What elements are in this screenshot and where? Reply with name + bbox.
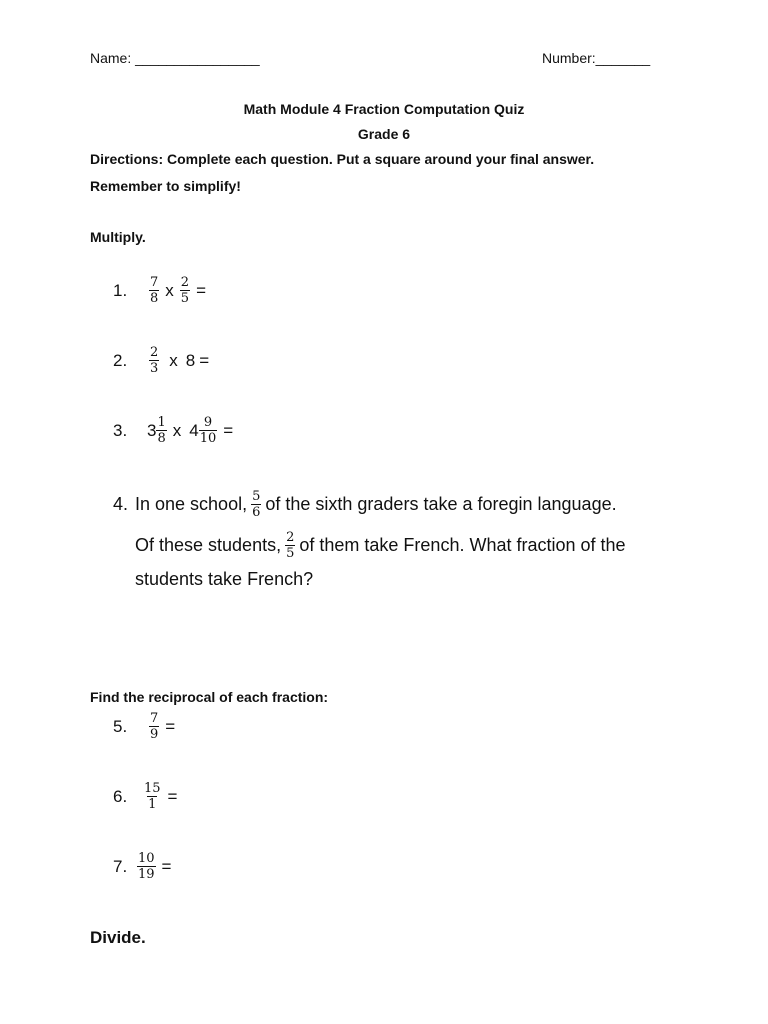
- grade-label: Grade 6: [357, 126, 411, 142]
- question-4: [113, 486, 626, 591]
- fraction: [156, 416, 166, 445]
- equals-sign: =: [196, 280, 206, 300]
- name-field-label: Name: ________________: [90, 50, 260, 66]
- denominator: 1: [148, 797, 157, 812]
- fraction: [180, 276, 190, 305]
- numerator: 2: [150, 345, 159, 360]
- denominator: 5: [286, 545, 295, 561]
- whole-number: 3: [147, 420, 157, 440]
- equals-sign: =: [223, 420, 234, 440]
- question-text: Of these students,: [135, 535, 282, 555]
- question-text: of the sixth graders take a foregin language.: [265, 494, 617, 514]
- whole-number: 8: [185, 350, 196, 370]
- question-5: [113, 712, 179, 741]
- question-text: students take French?: [135, 569, 314, 589]
- whole-number: 4: [189, 420, 199, 440]
- numerator: 5: [252, 488, 261, 504]
- question-number: 6.: [113, 786, 128, 806]
- question-number: 5.: [113, 716, 128, 736]
- fraction: [199, 416, 218, 445]
- fraction: [149, 276, 159, 305]
- question-text: of them take French. What fraction of the: [299, 535, 626, 555]
- numerator: 10: [138, 851, 155, 866]
- question-number: 7.: [113, 856, 128, 876]
- fraction: [251, 490, 261, 519]
- question-1: [113, 276, 210, 305]
- numerator: 15: [144, 781, 161, 796]
- directions-line-1: Directions: Complete each question. Put a square around your final answer.: [90, 151, 595, 167]
- fraction: [143, 782, 162, 811]
- denominator: 10: [199, 431, 217, 446]
- fraction: [149, 346, 159, 375]
- number-field-label: Number:_______: [542, 50, 651, 66]
- denominator: 6: [252, 504, 261, 520]
- question-6: [113, 782, 181, 811]
- question-number: 2.: [113, 350, 128, 370]
- equals-sign: =: [161, 856, 172, 876]
- denominator: 8: [150, 291, 159, 306]
- question-2: [113, 346, 213, 375]
- question-number: 4.: [113, 494, 129, 514]
- question-text: In one school,: [135, 494, 248, 514]
- equals-sign: =: [165, 716, 176, 736]
- numerator: 7: [150, 275, 159, 290]
- fraction: [149, 712, 159, 741]
- numerator: 2: [286, 529, 295, 545]
- numerator: 2: [180, 275, 190, 290]
- operator: x: [172, 420, 182, 440]
- numerator: 7: [150, 711, 159, 726]
- denominator: 5: [180, 291, 190, 306]
- section-divide: Divide.: [90, 928, 146, 947]
- question-3: [113, 416, 237, 445]
- directions-line-2: Remember to simplify!: [90, 178, 241, 194]
- denominator: 19: [138, 867, 155, 882]
- denominator: 8: [157, 431, 166, 446]
- equals-sign: =: [199, 350, 210, 370]
- section-multiply: Multiply.: [90, 229, 146, 245]
- numerator: 1: [157, 415, 166, 430]
- operator: x: [169, 350, 178, 370]
- denominator: 9: [150, 727, 159, 742]
- numerator: 9: [203, 415, 213, 430]
- question-number: 1.: [113, 280, 128, 300]
- question-number: 3.: [113, 420, 128, 440]
- operator: x: [165, 280, 174, 300]
- fraction: [137, 852, 156, 881]
- question-7: [113, 852, 175, 881]
- denominator: 3: [150, 361, 159, 376]
- quiz-title: Math Module 4 Fraction Computation Quiz: [243, 101, 525, 117]
- fraction: [285, 531, 295, 560]
- equals-sign: =: [167, 786, 178, 806]
- section-reciprocal: Find the reciprocal of each fraction:: [90, 689, 329, 705]
